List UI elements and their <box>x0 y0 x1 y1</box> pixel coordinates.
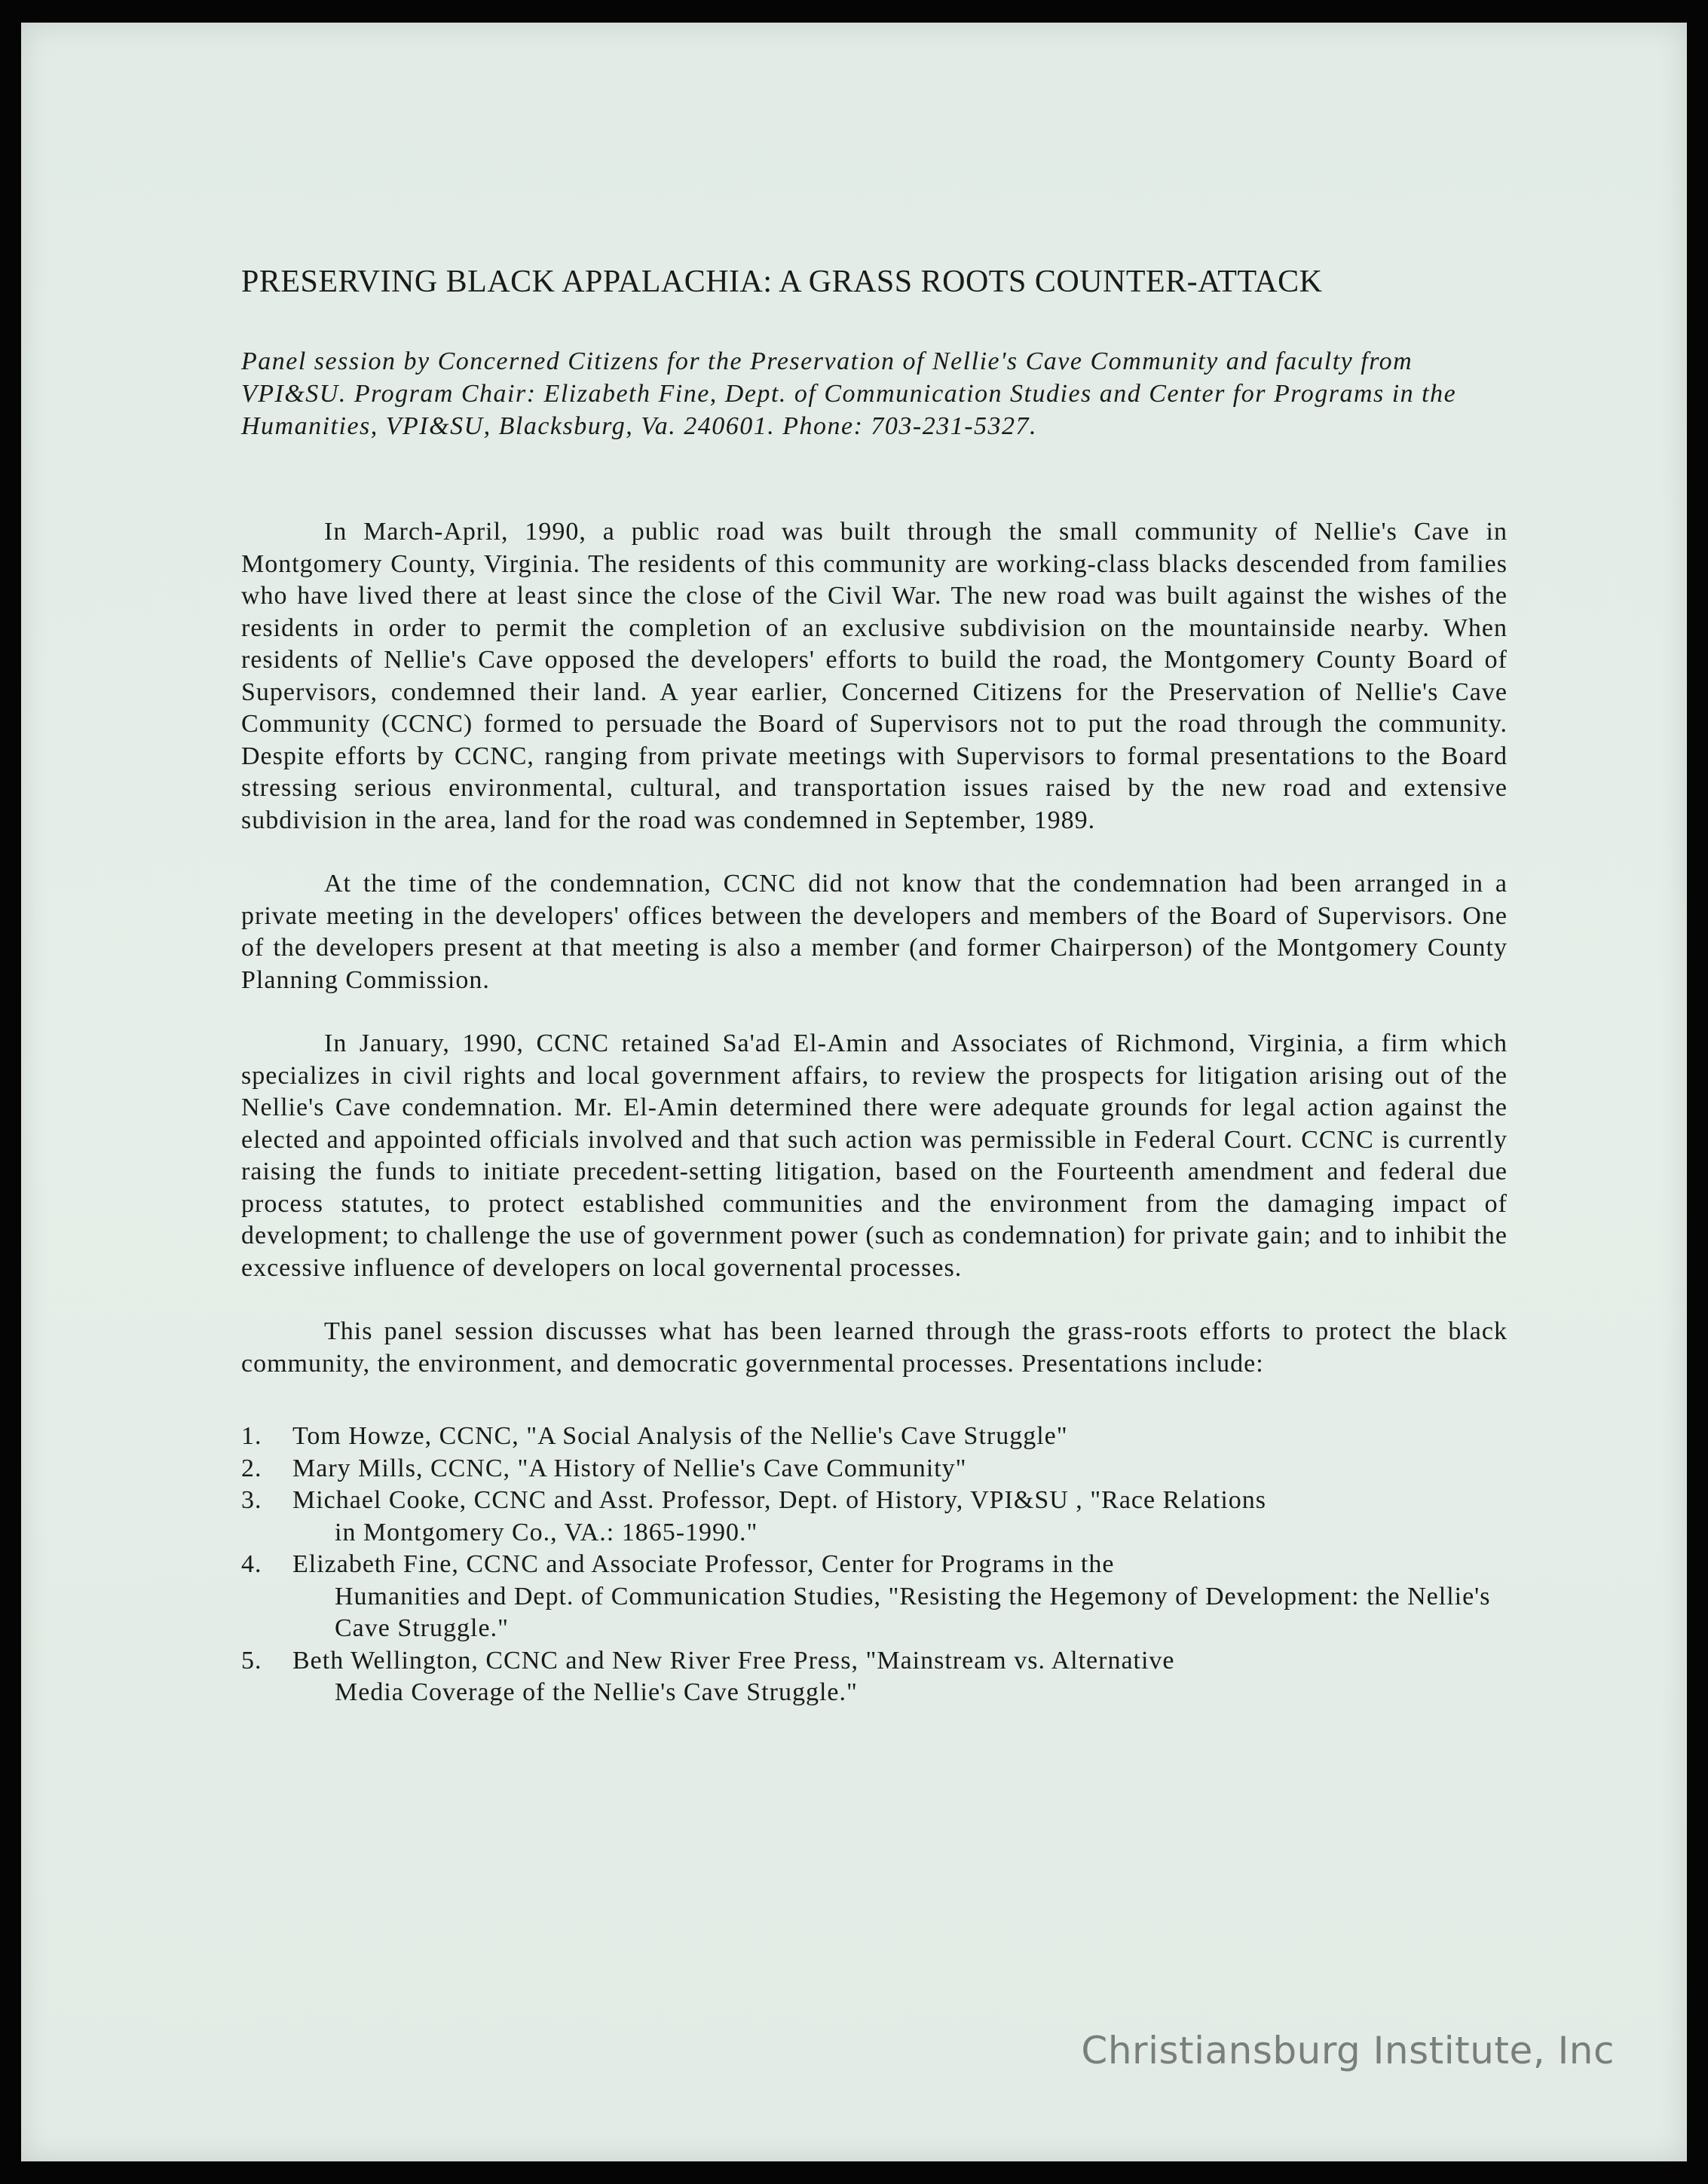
list-item-line1: Mary Mills, CCNC, "A History of Nellie's Cave Community" <box>292 1454 967 1482</box>
list-item-number: 4. <box>241 1550 262 1578</box>
paragraph-4: This panel session discusses what has been learned through the grass-roots efforts to protect the black community, the environment, and democratic governmental processes. Presentations include: <box>241 1317 1508 1378</box>
list-item-text <box>292 1485 1508 1549</box>
list-item <box>241 1421 1508 1453</box>
list-item-line1: Beth Wellington, CCNC and New River Free Press, "Mainstream vs. Alternative <box>292 1646 1175 1675</box>
list-item-text <box>292 1549 1508 1645</box>
list-item-line1: Michael Cooke, CCNC and Asst. Professor, Dept. of History, VPI&SU , "Race Relations <box>292 1486 1267 1514</box>
list-item-number: 3. <box>241 1486 262 1514</box>
list-item <box>241 1645 1508 1709</box>
paragraph-1: In March-April, 1990, a public road was built through the small community of Nellie's Cave in Montgomery County, Virginia. The residents of this community are working-class blacks descended from families who have lived there at least since the close of the Civil War. The new road was built against the wishes of the residents in order to permit the completion of an exclusive subdivision on the mountainside nearby. When residents of Nellie's Cave opposed the developers' efforts to build the road, the Montgomery County Board of Supervisors, condemned their land. A year earlier, Concerned Citizens for the Preservation of Nellie's Cave Community (CCNC) formed to persuade the Board of Supervisors not to put the road through the community. Despite efforts by CCNC, ranging from private meetings with Supervisors to formal presentations to the Board stressing serious environmental, cultural, and transportation issues raised by the new road and extensive subdivision in the area, land for the road was condemned in September, 1989. <box>241 518 1508 834</box>
watermark: Christiansburg Institute, Inc <box>1081 2029 1615 2072</box>
list-item-text <box>292 1421 1508 1453</box>
list-item-line2: Media Coverage of the Nellie's Cave Struggle." <box>335 1678 858 1706</box>
panel-description: Panel session by Concerned Citizens for the Preservation of Nellie's Cave Community and faculty from VPI&SU. Program Chair: Elizabeth Fine, Dept. of Communication Studies and Center for Programs in the Humanities, VPI&SU, Blacksburg, Va. 240601. Phone: 703-231-5327. <box>241 347 1457 440</box>
document-page <box>21 23 1687 2161</box>
list-item-line1: Elizabeth Fine, CCNC and Associate Professor, Center for Programs in the <box>292 1550 1115 1578</box>
document-title: PRESERVING BLACK APPALACHIA: A GRASS ROOTS COUNTER-ATTACK <box>241 265 1323 299</box>
paragraph-3: In January, 1990, CCNC retained Sa'ad El-Amin and Associates of Richmond, Virginia, a firm which specializes in civil rights and local government affairs, to review the prospects for litigation arising out of the Nellie's Cave condemnation. Mr. El-Amin determined there were adequate grounds for legal action against the elected and appointed officials involved and that such action was permissible in Federal Court. CCNC is currently raising the funds to initiate precedent-setting litigation, based on the Fourteenth amendment and federal due process statutes, to protect established communities and the environment from the damaging impact of development; to challenge the use of government power (such as condemnation) for private gain; and to inhibit the excessive influence of developers on local governental processes. <box>241 1029 1508 1282</box>
list-item-line2: in Montgomery Co., VA.: 1865-1990." <box>335 1518 758 1546</box>
list-item-text <box>292 1645 1508 1709</box>
list-item-text <box>292 1453 1508 1485</box>
paragraph-2: At the time of the condemnation, CCNC did not know that the condemnation had been arranged in a private meeting in the developers' offices between the developers and members of the Board of Supervisors. One of the developers present at that meeting is also a member (and former Chairperson) of the Montgomery County Planning Commission. <box>241 870 1508 994</box>
list-item-line2: Humanities and Dept. of Communication Studies, "Resisting the Hegemony of Development: the Nellie's Cave Struggle." <box>335 1582 1491 1642</box>
list-item <box>241 1485 1508 1549</box>
list-item <box>241 1453 1508 1485</box>
list-item-line1: Tom Howze, CCNC, "A Social Analysis of the Nellie's Cave Struggle" <box>292 1422 1068 1450</box>
presentations-list <box>241 1421 1508 1709</box>
list-item-number: 1. <box>241 1422 262 1450</box>
list-item <box>241 1549 1508 1645</box>
document-content <box>241 264 1508 1709</box>
list-item-number: 2. <box>241 1454 262 1482</box>
list-item-number: 5. <box>241 1646 262 1675</box>
